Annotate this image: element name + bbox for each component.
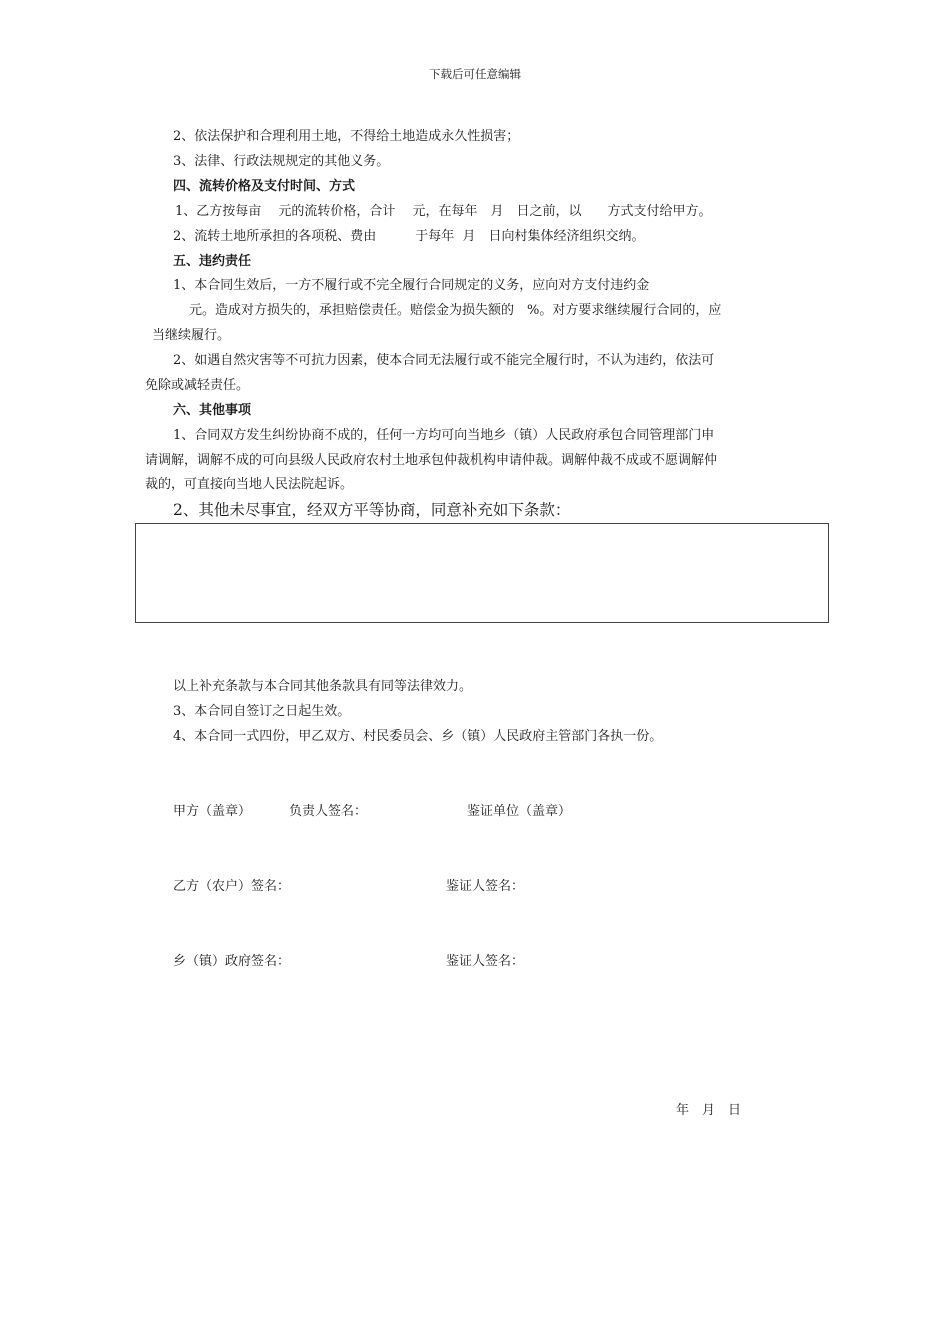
clause-line: 1、乙方按每亩 元的流转价格，合计 元，在每年 月 日之前，以 方式支付给甲方。 bbox=[175, 204, 712, 219]
verifier-signature-label: 鉴证人签名： bbox=[446, 879, 525, 894]
party-a-seal-label: 甲方（盖章） bbox=[173, 804, 252, 819]
clause-line: 1、本合同生效后，一方不履行或不完全履行合同规定的义务，应向对方支付违约金 bbox=[173, 278, 650, 293]
section-heading-other: 六、其他事项 bbox=[173, 403, 252, 418]
clause-line: 4、本合同一式四份，甲乙双方、村民委员会、乡（镇）人民政府主管部门各执一份。 bbox=[173, 729, 663, 744]
clause-line: 当继续履行。 bbox=[152, 328, 231, 343]
clause-line: 2、依法保护和合理利用土地，不得给土地造成永久性损害； bbox=[173, 129, 520, 144]
clause-line: 2、流转土地所承担的各项税、费由 于每年 月 日向村集体经济组织交纳。 bbox=[173, 229, 645, 244]
date-line: 年 月 日 bbox=[676, 1103, 742, 1118]
person-in-charge-signature-label: 负责人签名： bbox=[289, 804, 368, 819]
verifier-signature-label: 鉴证人签名： bbox=[446, 954, 525, 969]
supplementary-terms-box bbox=[135, 523, 829, 623]
clause-line-supplement: 2、其他未尽事宜，经双方平等协商，同意补充如下条款： bbox=[173, 501, 571, 519]
township-signature-label: 乡（镇）政府签名： bbox=[173, 954, 291, 969]
verification-unit-seal-label: 鉴证单位（盖章） bbox=[467, 804, 572, 819]
clause-line: 1、合同双方发生纠纷协商不成的，任何一方均可向当地乡（镇）人民政府承包合同管理部门申 bbox=[173, 428, 715, 443]
clause-line: 请调解，调解不成的可向县级人民政府农村土地承包仲裁机构申请仲裁。调解仲裁不成或不愿调解仲 bbox=[145, 453, 718, 468]
clause-line: 免除或减轻责任。 bbox=[145, 378, 250, 393]
section-heading-liability: 五、违约责任 bbox=[173, 254, 252, 269]
clause-line: 裁的，可直接向当地人民法院起诉。 bbox=[145, 477, 354, 492]
party-b-signature-label: 乙方（农户）签名： bbox=[173, 879, 291, 894]
page-header: 下载后可任意编辑 bbox=[429, 67, 521, 81]
section-heading-price: 四、流转价格及支付时间、方式 bbox=[173, 179, 356, 194]
clause-line: 元。造成对方损失的，承担赔偿责任。赔偿金为损失额的 %。对方要求继续履行合同的，应 bbox=[189, 303, 722, 318]
clause-line: 3、本合同自签订之日起生效。 bbox=[173, 704, 351, 719]
clause-line: 3、法律、行政法规规定的其他义务。 bbox=[173, 154, 390, 169]
clause-line: 2、如遇自然灾害等不可抗力因素，使本合同无法履行或不能完全履行时，不认为违约，依法可 bbox=[173, 353, 715, 368]
clause-line: 以上补充条款与本合同其他条款具有同等法律效力。 bbox=[173, 679, 473, 694]
